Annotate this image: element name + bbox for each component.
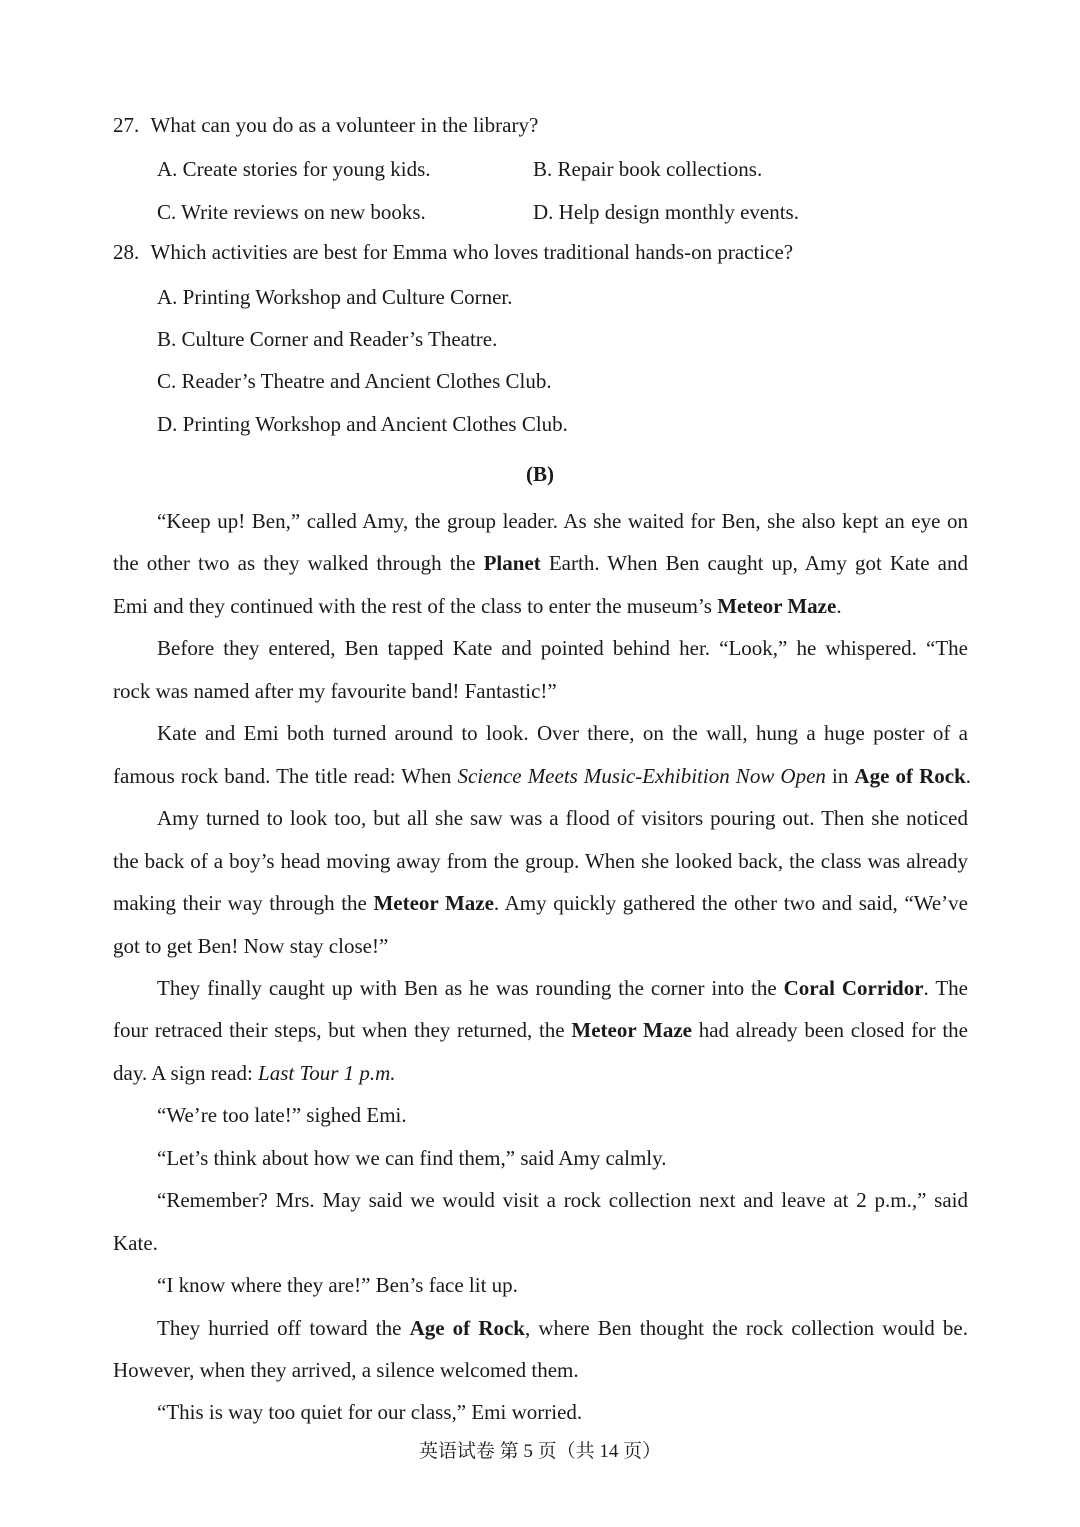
option-28-a: A. Printing Workshop and Culture Corner. [157, 285, 513, 309]
option-28-d: D. Printing Workshop and Ancient Clothes Club. [157, 412, 568, 436]
passage-line: rock was named after my favourite band! Fantastic!” [113, 679, 557, 703]
passage-line: the other two as they walked through the Planet Earth. When Ben caught up, Amy got Kate and [113, 551, 968, 575]
passage-line: However, when they arrived, a silence welcomed them. [113, 1358, 579, 1382]
question-number: 28. [113, 240, 140, 264]
passage-line: “Keep up! Ben,” called Amy, the group leader. As she waited for Ben, she also kept an eye on [157, 509, 968, 533]
passage-line: Kate. [113, 1231, 158, 1255]
question-number: 27. [113, 113, 140, 137]
option-27-c: C. Write reviews on new books. [157, 200, 426, 224]
passage-line: “Let’s think about how we can find them,” said Amy calmly. [157, 1146, 667, 1170]
passage-line: Kate and Emi both turned around to look. Over there, on the wall, hung a huge poster of a [157, 721, 968, 745]
passage-line: Before they entered, Ben tapped Kate and pointed behind her. “Look,” he whispered. “The [157, 636, 968, 660]
question-27 [113, 115, 538, 136]
passage-line: Emi and they continued with the rest of the class to enter the museum’s Meteor Maze. [113, 594, 842, 618]
section-label: (B) [526, 462, 554, 486]
question-text: What can you do as a volunteer in the library? [150, 113, 539, 137]
option-28-c: C. Reader’s Theatre and Ancient Clothes Club. [157, 369, 552, 393]
option-27-d: D. Help design monthly events. [533, 200, 799, 224]
passage-line: famous rock band. The title read: When Science Meets Music-Exhibition Now Open in Age of Rock. [113, 764, 971, 788]
passage-line: They finally caught up with Ben as he was rounding the corner into the Coral Corridor. The [157, 976, 968, 1000]
question-text: Which activities are best for Emma who loves traditional hands-on practice? [150, 240, 794, 264]
passage-line: “I know where they are!” Ben’s face lit up. [157, 1273, 518, 1297]
passage-line: “This is way too quiet for our class,” Emi worried. [157, 1400, 583, 1424]
question-28 [113, 242, 793, 263]
passage-line: They hurried off toward the Age of Rock, where Ben thought the rock collection would be. [157, 1316, 968, 1340]
passage-line: making their way through the Meteor Maze. Amy quickly gathered the other two and said, “We’ve [113, 891, 968, 915]
page-footer: 英语试卷 第 5 页（共 14 页） [418, 1441, 662, 1462]
option-27-a: A. Create stories for young kids. [157, 157, 431, 181]
passage-line: “Remember? Mrs. May said we would visit a rock collection next and leave at 2 p.m.,” said [157, 1188, 968, 1212]
passage-line: got to get Ben! Now stay close!” [113, 934, 389, 958]
option-27-b: B. Repair book collections. [533, 157, 763, 181]
passage-line: day. A sign read: Last Tour 1 p.m. [113, 1061, 396, 1085]
passage-line: four retraced their steps, but when they returned, the Meteor Maze had already been closed for the [113, 1018, 968, 1042]
passage-line: Amy turned to look too, but all she saw was a flood of visitors pouring out. Then she noticed [157, 806, 968, 830]
passage-line: the back of a boy’s head moving away from the group. When she looked back, the class was already [113, 849, 968, 873]
passage-line: “We’re too late!” sighed Emi. [157, 1103, 407, 1127]
option-28-b: B. Culture Corner and Reader’s Theatre. [157, 327, 498, 351]
